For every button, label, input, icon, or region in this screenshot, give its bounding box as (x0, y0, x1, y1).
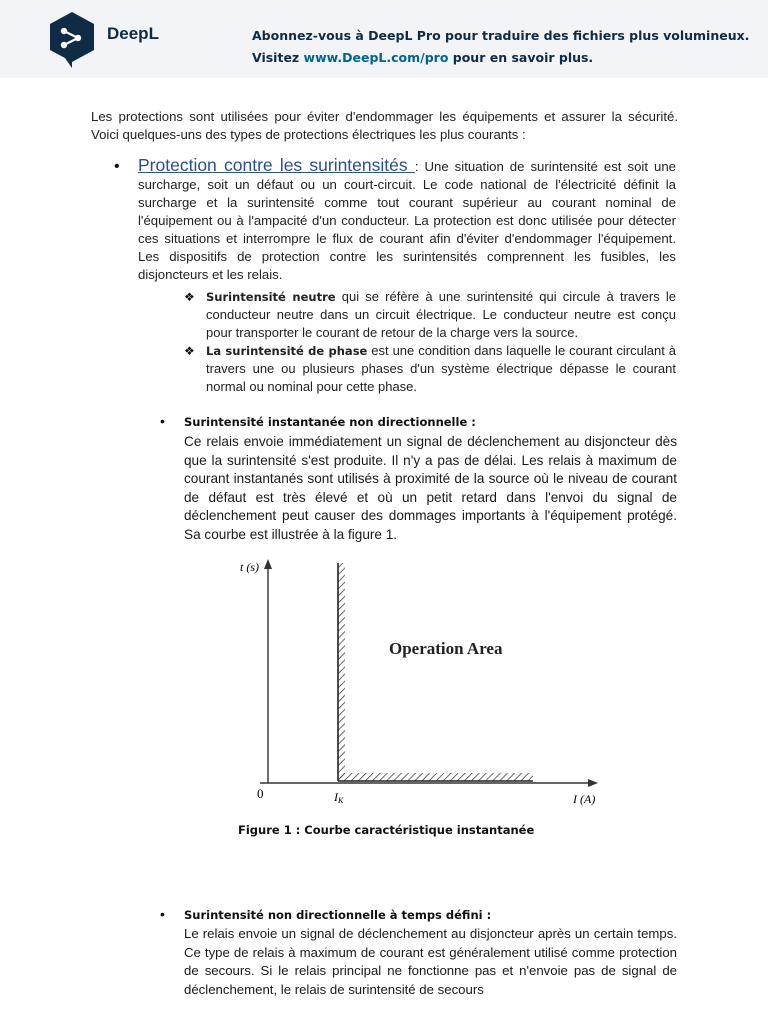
deepl-pro-link[interactable]: www.DeepL.com/pro (303, 50, 449, 65)
brand-name: DeepL (107, 24, 159, 43)
instantaneous-curve-figure (230, 555, 610, 810)
promo-suffix: pour en savoir plus. (448, 50, 594, 65)
phase-term: La surintensité de phase (206, 344, 368, 358)
definite-section-title: Surintensité non directionnelle à temps défini : (184, 908, 492, 922)
figure-caption: Figure 1 : Courbe caractéristique instantanée (238, 823, 535, 837)
overcurrent-body: : Une situation de surintensité est soit une surcharge, soit un défaut ou un court-circuit. Le code national de l'électricité définit la surcharge et la surintensité comme tout courant supérieur au courant nominal de l'équipement ou à l'ampacité d'un conducteur. La protection est donc utilisée pour détecter ces situations et interrompre le flux de courant afin d'éviter d'endommager l'équipement. Les dispositifs de protection contre les surintensités comprennent les fusibles, les disjoncteurs et les relais. (138, 159, 676, 282)
bullet-dot: • (160, 413, 165, 429)
instant-section-title: Surintensité instantanée non directionnelle : (184, 415, 476, 429)
threshold-label: IK (334, 790, 344, 805)
overcurrent-heading-link[interactable]: Protection contre les surintensités (138, 155, 415, 175)
bullet-dot: • (160, 906, 165, 922)
x-axis-arrow (588, 779, 598, 787)
promo-line-2 (252, 47, 749, 69)
promo-prefix: Visitez (252, 50, 304, 65)
promo-text (252, 25, 749, 69)
bullet-dot: • (114, 158, 120, 175)
promo-line-1: Abonnez-vous à DeepL Pro pour traduire des fichiers plus volumineux. (252, 28, 750, 43)
overcurrent-paragraph (138, 156, 676, 284)
operation-area-label: Operation Area (389, 639, 503, 658)
diamond-bullet-icon: ❖ (184, 290, 195, 304)
neutral-term: Surintensité neutre (206, 290, 336, 304)
deepl-banner (0, 0, 768, 78)
origin-label: 0 (257, 786, 264, 801)
phase-overcurrent-item (206, 342, 676, 396)
horizontal-hatch (338, 773, 533, 781)
y-axis-arrow (264, 559, 272, 569)
y-axis-label: t (s) (240, 560, 259, 574)
intro-paragraph: Les protections sont utilisées pour éviter d'endommager les équipements et assurer la sécurité. Voici quelques-uns des types de protections électriques les plus courants : (91, 109, 678, 142)
instant-section-body: Ce relais envoie immédiatement un signal de déclenchement au disjoncteur dès que la surintensité s'est produite. Il n'y a pas de délai. Les relais à maximum de courant instantanés sont utilisés à proximité de la source où le niveau de courant de défaut est très élevé et où un petit retard dans l'envoi du signal de déclenchement peut causer des dommages importants à l'équipement protégé. Sa courbe est illustrée à la figure 1. (184, 434, 677, 542)
neutral-text: qui se réfère à une surintensité qui circule à travers le conducteur neutre dans un circuit électrique. Le conducteur neutre est conçu pour transporter le courant de retour de la charge vers la source. (206, 289, 676, 340)
phase-text: est une condition dans laquelle le courant circulant à travers une ou plusieurs phases d'un système électrique dépasse le courant normal ou nominal pour cette phase. (206, 343, 676, 394)
deepl-logo-icon[interactable] (47, 10, 97, 68)
diamond-bullet-icon: ❖ (184, 344, 195, 358)
neutral-overcurrent-item (206, 288, 676, 342)
vertical-hatch (338, 563, 345, 781)
definite-section-body: Le relais envoie un signal de déclenchement au disjoncteur après un certain temps. Ce type de relais à maximum de courant est généralement utilisé comme protection de secours. Si le relais principal ne fonctionne pas et n'envoie pas de signal de déclenchement, le relais de surintensité de secours (184, 926, 677, 997)
x-axis-label: I (A) (573, 792, 596, 806)
